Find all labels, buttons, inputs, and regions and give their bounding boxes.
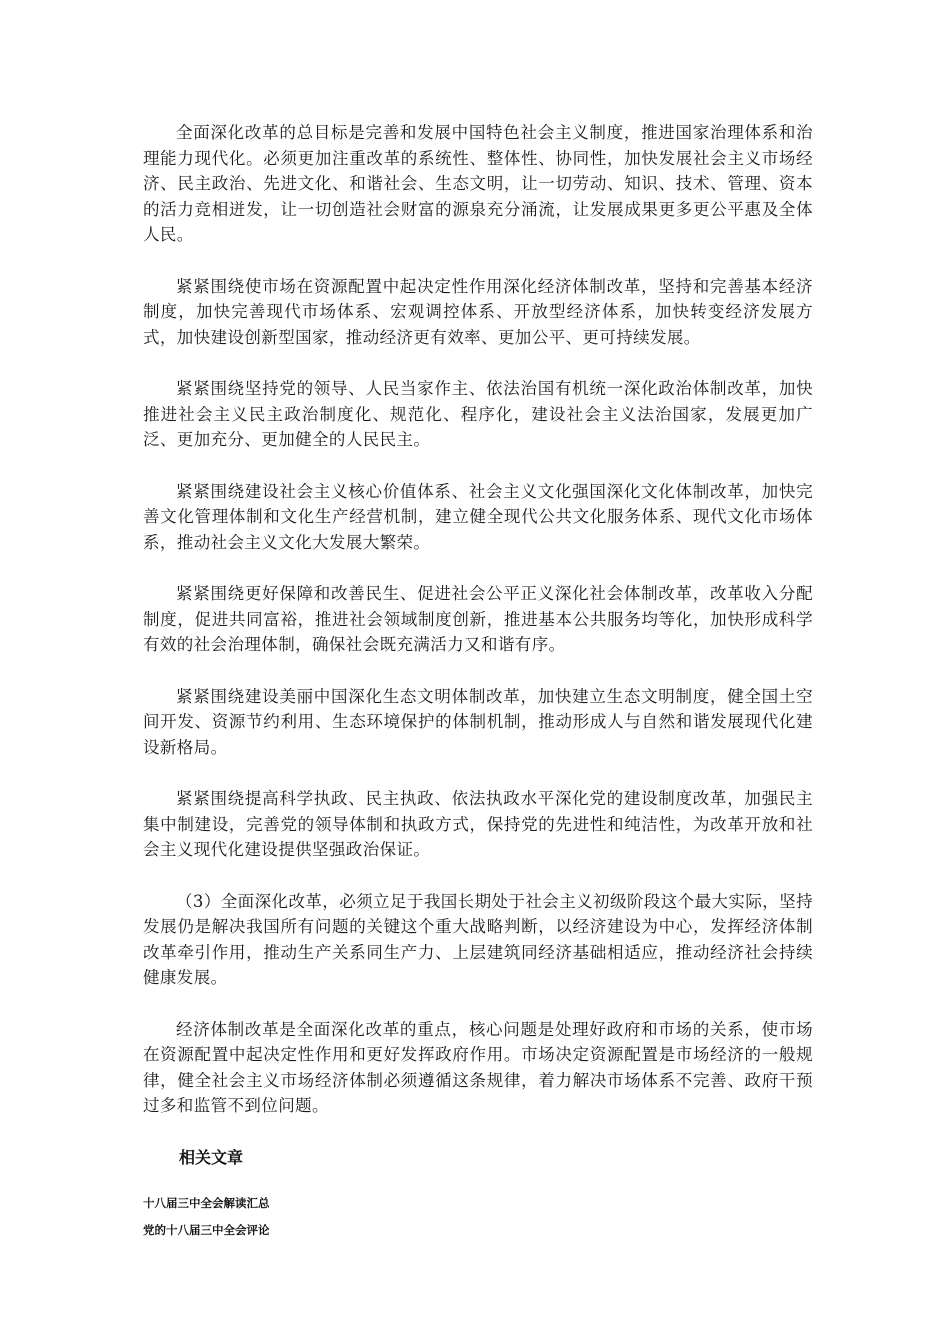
paragraph: 紧紧围绕建设社会主义核心价值体系、社会主义文化强国深化文化体制改革，加快完善文化管理体制和文化生产经营机制，建立健全现代公共文化服务体系、现代文化市场体系，推动社会主义文化大发展大繁荣。 [143,481,813,552]
related-article-link[interactable]: 十八届三中全会解读汇总 [143,1195,270,1210]
list-item [143,1190,813,1217]
paragraph: 经济体制改革是全面深化改革的重点，核心问题是处理好政府和市场的关系，使市场在资源配置中起决定性作用和更好发挥政府作用。市场决定资源配置是市场经济的一般规律，健全社会主义市场经济体制必须遵循这条规律，着力解决市场体系不完善、政府干预过多和监管不到位问题。 [143,1019,813,1115]
related-articles-heading: 相关文章 [179,1147,244,1167]
paragraph: 紧紧围绕坚持党的领导、人民当家作主、依法治国有机统一深化政治体制改革，加快推进社会主义民主政治制度化、规范化、程序化，建设社会主义法治国家，发展更加广泛、更加充分、更加健全的人民民主。 [143,379,813,449]
list-item [143,1217,813,1244]
paragraph: 紧紧围绕使市场在资源配置中起决定性作用深化经济体制改革，坚持和完善基本经济制度，加快完善现代市场体系、宏观调控体系、开放型经济体系，加快转变经济发展方式，加快建设创新型国家，推动经济更有效率、更加公平、更可持续发展。 [143,276,813,347]
paragraph: 紧紧围绕更好保障和改善民生、促进社会公平正义深化社会体制改革，改革收入分配制度，促进共同富裕，推进社会领域制度创新，推进基本公共服务均等化，加快形成科学有效的社会治理体制，确保社会既充满活力又和谐有序。 [143,584,813,654]
paragraph: 紧紧围绕提高科学执政、民主执政、依法执政水平深化党的建设制度改革，加强民主集中制建设，完善党的领导体制和执政方式，保持党的先进性和纯洁性，为改革开放和社会主义现代化建设提供坚强政治保证。 [143,789,813,859]
paragraph: 紧紧围绕建设美丽中国深化生态文明体制改革，加快建立生态文明制度，健全国土空间开发、资源节约利用、生态环境保护的体制机制，推动形成人与自然和谐发展现代化建设新格局。 [143,686,813,757]
paragraph: （3）全面深化改革，必须立足于我国长期处于社会主义初级阶段这个最大实际，坚持发展仍是解决我国所有问题的关键这个重大战略判断，以经济建设为中心，发挥经济体制改革牵引作用，推动生产关系同生产力、上层建筑同经济基础相适应，推动经济社会持续健康发展。 [143,891,813,987]
article-body [143,120,813,1244]
paragraph: 全面深化改革的总目标是完善和发展中国特色社会主义制度，推进国家治理体系和治理能力现代化。必须更加注重改革的系统性、整体性、协同性，加快发展社会主义市场经济、民主政治、先进文化、和谐社会、生态文明，让一切劳动、知识、技术、管理、资本的活力竞相迸发，让一切创造社会财富的源泉充分涌流，让发展成果更多更公平惠及全体人民。 [143,123,813,244]
related-article-link[interactable]: 党的十八届三中全会评论 [143,1222,270,1237]
related-articles-list [143,1190,813,1244]
